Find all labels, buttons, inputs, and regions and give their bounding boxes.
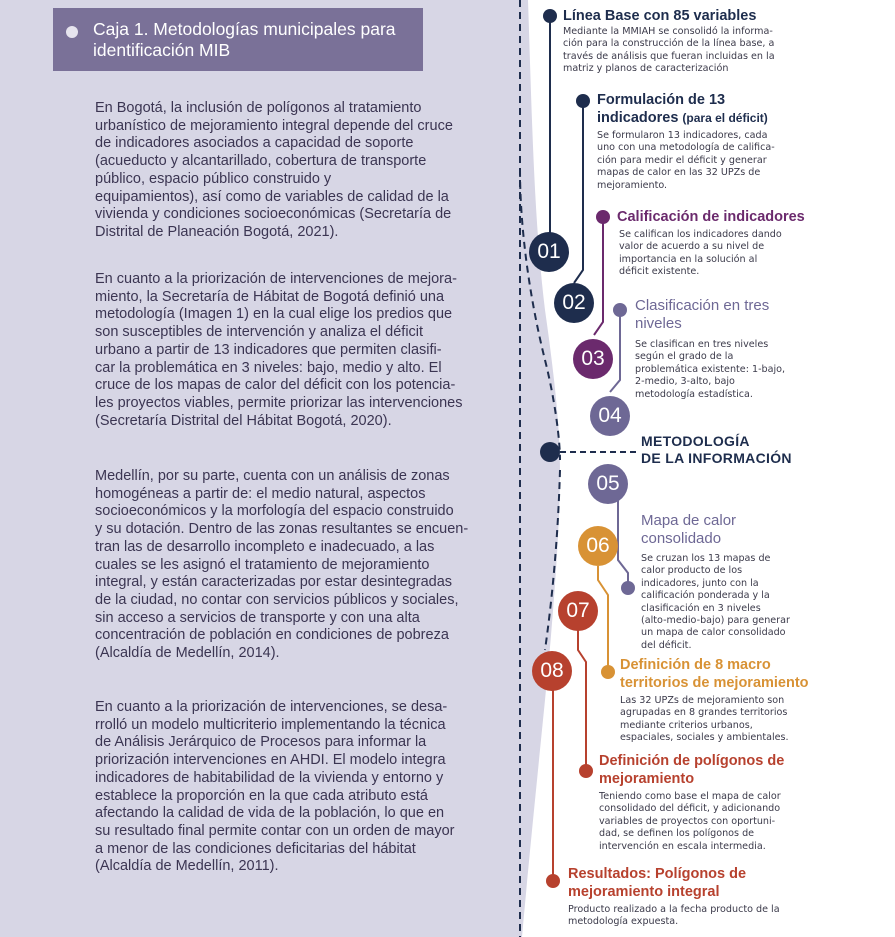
dot-01 <box>543 9 557 23</box>
step-4 <box>635 297 890 401</box>
text-line: afectando la calidad de vida de la población, lo que en <box>95 805 445 822</box>
dot-05 <box>621 581 635 595</box>
text-line: mapas de calor en las 32 UPZs de <box>597 167 761 179</box>
text-line: de la ciudad, no contar con servicios públicos y sociales, <box>95 591 459 608</box>
step-4-description <box>635 339 890 401</box>
text-line: (Alcaldía de Medellín, 2014). <box>95 645 280 662</box>
step-number-01: 01 <box>529 232 569 272</box>
text-line: Resultados: Polígonos de <box>568 866 747 882</box>
text-line: un mapa de calor consolidado <box>641 627 786 639</box>
text-line: les proyectos viables, permite priorizar las intervenciones <box>95 394 463 411</box>
dot-03 <box>596 210 610 224</box>
text-line: Las 32 UPZs de mejoramiento son <box>620 695 785 706</box>
text-line: valor de acuerdo a su nivel de <box>619 241 765 253</box>
step-number-03: 03 <box>573 339 613 379</box>
text-line: uno con una metodología de califica- <box>597 142 775 154</box>
text-line: de indicadores asociados a capacidad de soporte <box>95 135 414 152</box>
text-line: Distrital de Planeación Bogotá, 2021). <box>95 223 339 240</box>
text-line: (acueducto y alcantarillado, cobertura de transporte <box>95 153 427 170</box>
step-5-title <box>641 512 891 548</box>
step-8-title <box>568 865 890 901</box>
step-number-05: 05 <box>588 464 628 504</box>
text-line: car la problemática en 3 niveles: bajo, medio y alto. El <box>95 359 442 376</box>
text-line: consolidado <box>641 530 722 547</box>
text-line: En cuanto a la priorización de intervenciones de mejora- <box>95 271 457 287</box>
text-line: y su dotación. Dentro de las zonas resultantes se encuen- <box>95 521 469 538</box>
text-line: agrupadas en 8 grandes territorios <box>620 707 788 719</box>
text-line: espaciales, sociales y ambientales. <box>620 732 789 744</box>
text-line: miento, la Secretaría de Hábitat de Bogotá definió una <box>95 288 445 305</box>
dot-08 <box>546 874 560 888</box>
text-line: En cuanto a la priorización de intervenciones, se desa- <box>95 699 448 715</box>
text-line: problemática existente: 1-bajo, <box>635 363 786 375</box>
text-line: metodología estadística. <box>635 388 753 400</box>
text-line: integral, y están caracterizadas por estar desintegradas <box>95 574 453 591</box>
step-number-02: 02 <box>554 283 594 323</box>
step-1-title: Línea Base con 85 variables <box>563 8 757 24</box>
text-line: DE LA INFORMACIÓN <box>641 450 792 466</box>
text-line: metodología (Imagen 1) en la cual elige los predios que <box>95 306 453 323</box>
step-7 <box>599 752 891 853</box>
text-line: equipamientos), así como de variables de calidad de la <box>95 188 449 205</box>
text-line: indicadores, junto con la <box>641 577 759 589</box>
text-line: dad, se definen los polígonos de <box>599 828 755 840</box>
text-line: mejoramiento <box>599 771 695 787</box>
text-line: Formulación de 13 <box>597 92 726 108</box>
text-line: Definición de 8 macro <box>620 657 771 673</box>
text-line: mejoramiento. <box>597 179 668 191</box>
text-line: su resultado final permite contar con un orden de mayor <box>95 822 455 839</box>
step-2-title <box>597 91 887 127</box>
text-line: cuales se les asignó el tratamiento de mejoramiento <box>95 556 430 573</box>
box-title-line-1: Caja 1. Metodologías municipales para <box>93 19 396 39</box>
text-line: En Bogotá, la inclusión de polígonos al tratamiento <box>95 100 422 116</box>
step-1-description <box>563 26 893 76</box>
text-line: Producto realizado a la fecha producto de la <box>568 904 780 915</box>
text-line: del déficit. <box>641 639 692 651</box>
text-line: niveles <box>635 315 682 332</box>
text-line: 2-medio, 3-alto, bajo <box>635 376 735 388</box>
text-line: indicadores de habitabilidad de la vivienda y entorno y <box>95 769 444 786</box>
text-line: Clasificación en tres <box>635 297 770 314</box>
dot-04 <box>613 303 627 317</box>
text-line: déficit existente. <box>619 266 700 278</box>
text-line: mejoramiento integral <box>568 884 720 900</box>
text-line: clasificación en 3 niveles <box>641 602 761 614</box>
text-line: Mediante la MMIAH se consolidó la informa- <box>563 26 773 37</box>
text-line: sin acceso a servicios de transporte y con una alta <box>95 609 420 626</box>
text-line: homogéneas a partir de: el medio natural, aspectos <box>95 485 426 502</box>
step-2 <box>597 91 887 192</box>
text-line: urbanístico de mejoramiento integral depende del cruce <box>95 117 453 134</box>
title-note: (para el déficit) <box>682 111 768 125</box>
step-2-description <box>597 130 887 192</box>
text-line: METODOLOGÍA <box>641 433 750 449</box>
text-line: (Alcaldía de Medellín, 2011). <box>95 858 279 875</box>
step-number-06: 06 <box>578 526 618 566</box>
text-line: urbano a partir de 13 indicadores que permiten clasifi- <box>95 341 442 358</box>
text-line: ción para la construcción de la línea base, a <box>563 38 775 50</box>
text-line: calor producto de los <box>641 565 743 577</box>
step-4-title <box>635 297 890 333</box>
box-title-line-2: identificación MIB <box>93 40 231 60</box>
text-line: Definición de polígonos de <box>599 753 785 769</box>
step-5-description <box>641 553 891 652</box>
text-line: de Análisis Jerárquico de Procesos para informar la <box>95 734 427 751</box>
step-number-07: 07 <box>558 591 598 631</box>
step-number-08: 08 <box>532 651 572 691</box>
methodology-dot <box>540 442 560 462</box>
text-line: Se califican los indicadores dando <box>619 229 782 240</box>
text-line: socioeconómicos y la morfología del espacio construido <box>95 503 454 520</box>
methodology-label <box>641 433 792 467</box>
text-line: Mapa de calor <box>641 512 737 529</box>
text-line: Medellín, por su parte, cuenta con un análisis de zonas <box>95 468 450 484</box>
text-line: ción para medir el déficit y generar <box>597 154 767 166</box>
connector-02 <box>574 101 583 283</box>
text-line: rrolló un modelo multicriterio implementando la técnica <box>95 716 446 733</box>
step-8-description <box>568 904 890 929</box>
text-line: cruce de los mapas de calor del déficit con los potencia- <box>95 377 456 394</box>
text-line: Se clasifican en tres niveles <box>635 339 769 350</box>
text-line: público, espacio público construido y <box>95 170 332 187</box>
text-line: metodología expuesta. <box>568 916 679 928</box>
connector-05 <box>618 500 628 585</box>
text-line: Se formularon 13 indicadores, cada <box>597 130 768 141</box>
step-6-description <box>620 695 892 745</box>
text-line: priorización intervenciones en AHDI. El modelo integra <box>95 752 446 769</box>
step-3-title: Calificación de indicadores <box>617 209 805 225</box>
step-3-description <box>617 229 892 279</box>
step-6-title <box>620 656 892 692</box>
step-3 <box>617 208 892 279</box>
step-6 <box>620 656 892 745</box>
text-line: tran las de desarrollo incompleto e inadecuado, a las <box>95 538 435 555</box>
text-line: territorios de mejoramiento <box>620 675 809 691</box>
text-line: vivienda y condiciones socioeconómicas (Secretaría de <box>95 206 452 223</box>
text-line: Teniendo como base el mapa de calor <box>599 791 781 802</box>
step-number-04: 04 <box>590 396 630 436</box>
text-line: intervención en escala intermedia. <box>599 840 766 852</box>
connector-03 <box>594 217 603 335</box>
dot-07 <box>579 764 593 778</box>
step-5 <box>641 512 891 652</box>
text-line: mediante criterios urbanos, <box>620 719 753 731</box>
step-7-title <box>599 752 891 788</box>
text-line: concentración de población en condiciones de pobreza <box>95 627 449 644</box>
text-line: calificación ponderada y la <box>641 590 770 602</box>
text-line: según el grado de la <box>635 351 734 363</box>
text-line: matriz y planos de caracterización <box>563 63 729 75</box>
text-line: indicadores <box>597 110 679 126</box>
text-line: variables de proyectos con oportuni- <box>599 815 776 827</box>
text-line: (Secretaría Distrital del Hábitat Bogotá, 2020). <box>95 412 392 429</box>
text-line: importancia en la solución al <box>619 253 758 265</box>
step-1 <box>563 7 893 76</box>
text-line: son susceptibles de intervención y analiza el déficit <box>95 324 424 341</box>
text-line: Se cruzan los 13 mapas de <box>641 553 771 564</box>
text-line: través de análisis que fueran incluidas en la <box>563 50 775 62</box>
dot-06 <box>601 665 615 679</box>
step-7-description <box>599 791 891 853</box>
connector-06 <box>598 566 608 670</box>
connector-07 <box>578 630 586 770</box>
text-line: a menor de las condiciones deficitarias del hábitat <box>95 840 416 857</box>
text-line: consolidado del déficit, y adicionando <box>599 803 781 815</box>
dot-02 <box>576 94 590 108</box>
step-8 <box>568 865 890 929</box>
text-line: (alto-medio-bajo) para generar <box>641 615 790 627</box>
text-line: establece la proporción en la que cada atributo está <box>95 787 428 804</box>
